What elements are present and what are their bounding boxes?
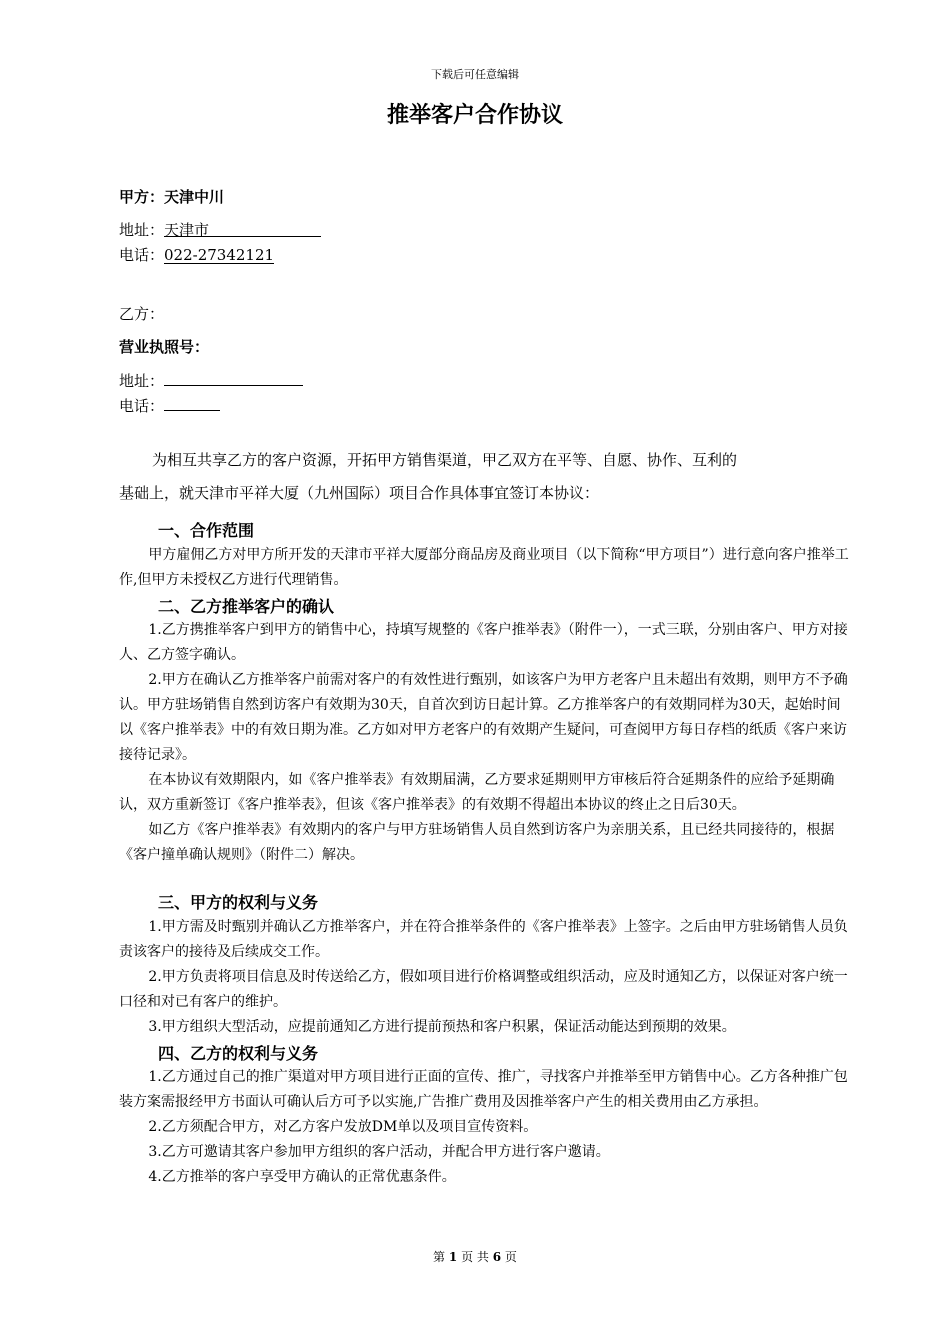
footer-page-number: 1 [448,1250,458,1264]
party-a-phone [119,244,274,265]
footer-suffix: 页 [504,1250,517,1264]
section-1-heading: 一、合作范围 [158,521,255,540]
footer-middle: 页 共 [461,1250,489,1264]
section-4-body [119,1065,851,1190]
party-b-phone-label: 电话： [119,397,165,415]
paragraph: 3.甲方组织大型活动，应提前通知乙方进行提前预热和客户积累，保证活动能达到预期的效果。 [148,1019,736,1035]
paragraph: 1.乙方携推举客户到甲方的销售中心，持填写规整的《客户推举表》（附件一），一式三联，分别由客户、甲方对接人、乙方签字确认。 [119,622,848,663]
party-a-address [119,219,321,240]
section-2-heading: 二、乙方推举客户的确认 [158,597,335,616]
intro-line-2: 基础上，就天津市平祥大厦（九州国际）项目合作具体事宜签订本协议： [119,484,600,502]
intro-paragraph [119,444,849,510]
paragraph: 在本协议有效期限内，如《客户推举表》有效期届满，乙方要求延期则甲方审核后符合延期条件的应给予延期确认，双方重新签订《客户推举表》，但该《客户推举表》的有效期不得超出本协议的终止之日后30天。 [119,772,835,813]
section-2-body [119,618,851,868]
party-b-license-label: 营业执照号： [119,338,210,356]
party-b-phone-blank [164,393,220,411]
section-1-body [119,543,851,593]
party-b-phone [119,393,220,416]
section-3-heading: 三、甲方的权利与义务 [158,893,319,912]
party-b-address-label: 地址： [119,372,165,390]
party-a-label: 甲方：天津中川 [119,188,225,206]
footer-prefix: 第 [433,1250,446,1264]
page-footer [0,1248,950,1265]
header-note: 下载后可任意编辑 [431,68,519,81]
section-4-heading: 四、乙方的权利与义务 [158,1044,319,1063]
party-a-phone-label: 电话： [119,246,165,264]
paragraph: 如乙方《客户推举表》有效期内的客户与甲方驻场销售人员自然到访客户为亲朋关系，且已经共同接待的，根据《客户撞单确认规则》（附件二）解决。 [119,822,835,863]
paragraph: 4.乙方推举的客户享受甲方确认的正常优惠条件。 [148,1169,456,1185]
document-title: 推举客户合作协议 [386,103,563,128]
paragraph: 2.甲方负责将项目信息及时传送给乙方，假如项目进行价格调整或组织活动，应及时通知乙方，以保证对客户统一口径和对已有客户的维护。 [119,969,848,1010]
party-b-label: 乙方： [119,305,165,323]
party-b-address-blank [164,368,303,386]
paragraph: 2.乙方须配合甲方，对乙方客户发放DM单以及项目宣传资料。 [148,1119,538,1135]
section-3-body [119,915,851,1040]
footer-total-pages: 6 [492,1250,502,1264]
paragraph: 2.甲方在确认乙方推举客户前需对客户的有效性进行甄别，如该客户为甲方老客户且未超出有效期，则甲方不予确认。甲方驻场销售自然到访客户有效期为30天，自首次到访日起计算。乙方推举客户的有效期同样为30天，起始时间以《客户推举表》中的有效日期为准。乙方如对甲方老客户的有效期产生疑问，可查阅甲方每日存档的纸质《客户来访接待记录》。 [119,672,848,763]
paragraph: 甲方雇佣乙方对甲方所开发的天津市平祥大厦部分商品房及商业项目（以下简称“甲方项目”）进行意向客户推举工作,但甲方未授权乙方进行代理销售。 [119,547,849,588]
paragraph: 1.乙方通过自己的推广渠道对甲方项目进行正面的宣传、推广，寻找客户并推举至甲方销售中心。乙方各种推广包装方案需报经甲方书面认可确认后方可予以实施,广告推广费用及因推举客户产生的相关费用由乙方承担。 [119,1069,848,1110]
party-a-address-label: 地址： [119,221,165,239]
paragraph: 1.甲方需及时甄别并确认乙方推举客户，并在符合推举条件的《客户推举表》上签字。之后由甲方驻场销售人员负责该客户的接待及后续成交工作。 [119,919,848,960]
party-a-phone-value: 022-27342121 [164,246,275,264]
intro-line-1: 为相互共享乙方的客户资源，开拓甲方销售渠道，甲乙双方在平等、自愿、协作、互利的 [152,451,738,469]
paragraph: 3.乙方可邀请其客户参加甲方组织的客户活动，并配合甲方进行客户邀请。 [148,1144,610,1160]
party-a-address-value: 天津市 [164,219,321,237]
party-b-address [119,368,303,391]
